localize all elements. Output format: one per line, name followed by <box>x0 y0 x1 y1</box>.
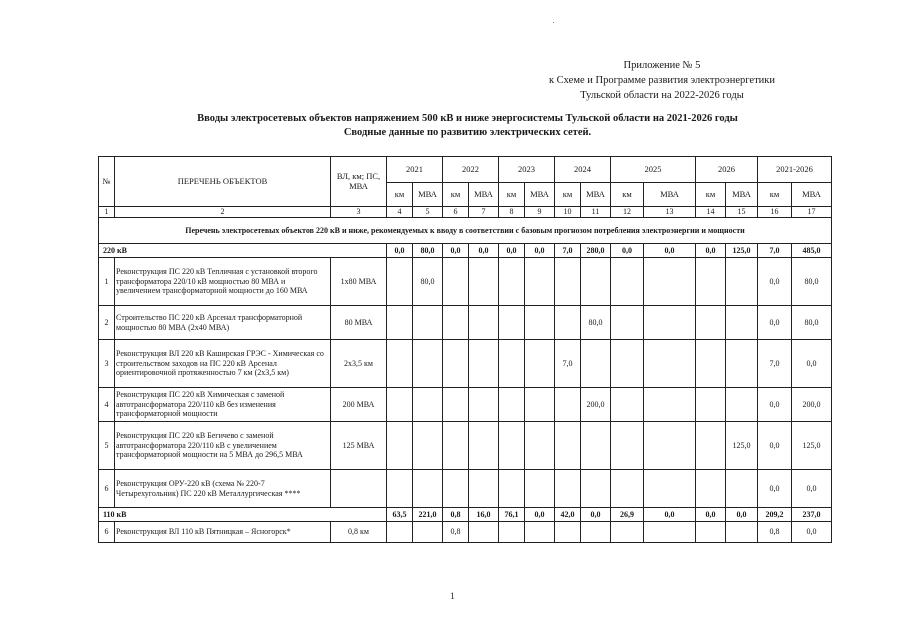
row-value <box>525 388 555 422</box>
row-value <box>555 470 581 508</box>
row-value <box>611 388 644 422</box>
object-name: Реконструкция ОРУ-220 кВ (схема № 220-7 Четырехугольник) ПС 220 кВ Металлургическая **** <box>115 470 331 508</box>
object-name: Реконструкция ПС 220 кВ Бегичево с заменой автотрансформатора 220/110 кВ с увеличением трансформаторной мощности на 5 МВА до 296,5 МВА <box>115 422 331 470</box>
row-value <box>581 522 611 543</box>
header-row-years <box>99 157 832 183</box>
header-year: 2024 <box>555 157 611 183</box>
column-number: 14 <box>696 207 726 218</box>
row-value <box>499 470 525 508</box>
group-value: 0,0 <box>499 244 525 258</box>
row-value: 0,0 <box>792 340 832 388</box>
column-number: 12 <box>611 207 644 218</box>
row-value: 200,0 <box>581 388 611 422</box>
row-value <box>469 388 499 422</box>
row-value <box>469 422 499 470</box>
row-number: 2 <box>99 306 115 340</box>
row-value <box>726 306 758 340</box>
row-value <box>469 258 499 306</box>
object-name: Реконструкция ПС 220 кВ Тепличная с установкой второго трансформатора 220/10 кВ мощностью 80 МВА и увеличением трансформаторной мощности до 160 МВА <box>115 258 331 306</box>
row-value <box>726 258 758 306</box>
group-value: 80,0 <box>413 244 443 258</box>
row-value <box>499 258 525 306</box>
row-value <box>387 258 413 306</box>
row-number: 1 <box>99 258 115 306</box>
row-value <box>644 388 696 422</box>
row-value <box>413 388 443 422</box>
document-title <box>0 112 905 140</box>
header-mva: МВА <box>792 183 832 207</box>
row-value <box>525 306 555 340</box>
column-number: 9 <box>525 207 555 218</box>
row-value <box>696 388 726 422</box>
row-value <box>387 340 413 388</box>
group-value: 0,0 <box>581 508 611 522</box>
column-number: 16 <box>758 207 792 218</box>
column-number: 3 <box>331 207 387 218</box>
object-name: Строительство ПС 220 кВ Арсенал трансформаторной мощностью 80 МВА (2х40 МВА) <box>115 306 331 340</box>
row-value <box>499 388 525 422</box>
scan-speck <box>553 22 554 23</box>
group-value: 0,0 <box>387 244 413 258</box>
row-value <box>555 522 581 543</box>
row-value <box>525 340 555 388</box>
column-number: 4 <box>387 207 413 218</box>
header-km: км <box>499 183 525 207</box>
row-value: 80,0 <box>792 258 832 306</box>
row-number: 3 <box>99 340 115 388</box>
row-value <box>581 470 611 508</box>
row-value <box>726 522 758 543</box>
row-value <box>581 422 611 470</box>
row-value <box>644 340 696 388</box>
object-capacity: 200 МВА <box>331 388 387 422</box>
row-value <box>469 340 499 388</box>
group-value: 76,1 <box>499 508 525 522</box>
table-row <box>99 306 832 340</box>
table-row <box>99 340 832 388</box>
row-value <box>387 388 413 422</box>
header-year: 2025 <box>611 157 696 183</box>
row-value <box>413 470 443 508</box>
group-value: 280,0 <box>581 244 611 258</box>
object-capacity: 1х80 МВА <box>331 258 387 306</box>
object-capacity: 2х3,5 км <box>331 340 387 388</box>
row-value: 0,8 <box>443 522 469 543</box>
row-value <box>469 470 499 508</box>
group-value: 16,0 <box>469 508 499 522</box>
row-value: 0,0 <box>792 470 832 508</box>
row-value: 0,0 <box>758 306 792 340</box>
column-number: 6 <box>443 207 469 218</box>
column-number: 13 <box>644 207 696 218</box>
row-value <box>525 422 555 470</box>
title-line-1: Вводы электросетевых объектов напряжением 500 кВ и ниже энергосистемы Тульской области на 2021-2026 годы <box>197 113 738 124</box>
section-row <box>99 218 832 244</box>
table-row <box>99 522 832 543</box>
row-value <box>555 388 581 422</box>
group-value: 0,0 <box>696 244 726 258</box>
appendix-line-3: Тульской области на 2022-2026 годы <box>580 90 744 101</box>
header-mva: МВА <box>581 183 611 207</box>
row-value: 80,0 <box>413 258 443 306</box>
row-value: 200,0 <box>792 388 832 422</box>
row-value: 0,8 <box>758 522 792 543</box>
row-value: 0,0 <box>758 388 792 422</box>
row-value <box>499 522 525 543</box>
section-title: Перечень электросетевых объектов 220 кВ и ниже, рекомендуемых к вводу в соответствии с базовым прогнозом потребления электроэнергии и мощности <box>99 218 832 244</box>
row-value <box>413 306 443 340</box>
row-value: 0,0 <box>758 258 792 306</box>
row-value <box>387 522 413 543</box>
row-value <box>443 258 469 306</box>
row-value <box>696 340 726 388</box>
header-km: км <box>611 183 644 207</box>
group-value: 0,0 <box>644 508 696 522</box>
group-value: 0,0 <box>525 508 555 522</box>
object-name: Реконструкция ВЛ 220 кВ Каширская ГРЭС - Химическая со строительством заходов на ПС 220 кВ Арсенал ориентировочной протяженностью 7 км (2х3,5 км) <box>115 340 331 388</box>
row-value <box>726 340 758 388</box>
row-value: 125,0 <box>726 422 758 470</box>
row-value <box>525 522 555 543</box>
group-total-row <box>99 508 832 522</box>
column-number: 7 <box>469 207 499 218</box>
column-number: 10 <box>555 207 581 218</box>
row-value: 7,0 <box>555 340 581 388</box>
header-mva: МВА <box>525 183 555 207</box>
group-value: 7,0 <box>555 244 581 258</box>
column-number: 11 <box>581 207 611 218</box>
row-value <box>413 522 443 543</box>
header-mva: МВА <box>469 183 499 207</box>
group-value: 0,0 <box>443 244 469 258</box>
object-name: Реконструкция ВЛ 110 кВ Пятницкая – Ясногорск* <box>115 522 331 543</box>
object-capacity: 0,8 км <box>331 522 387 543</box>
group-value: 0,0 <box>726 508 758 522</box>
row-value <box>611 522 644 543</box>
group-value: 26,9 <box>611 508 644 522</box>
row-value <box>525 470 555 508</box>
group-value: 0,0 <box>696 508 726 522</box>
header-no: № <box>99 157 115 207</box>
group-value: 0,0 <box>525 244 555 258</box>
data-table <box>98 156 832 543</box>
row-value <box>696 306 726 340</box>
row-number: 6 <box>99 522 115 543</box>
row-value <box>469 306 499 340</box>
header-year: 2021 <box>387 157 443 183</box>
row-value <box>581 340 611 388</box>
group-value: 125,0 <box>726 244 758 258</box>
row-value <box>696 422 726 470</box>
header-mva: МВА <box>413 183 443 207</box>
column-number: 2 <box>115 207 331 218</box>
row-value <box>387 470 413 508</box>
column-number: 17 <box>792 207 832 218</box>
header-unit: ВЛ, км; ПС, МВА <box>331 157 387 207</box>
row-value <box>581 258 611 306</box>
column-number: 1 <box>99 207 115 218</box>
row-value <box>644 258 696 306</box>
column-number: 15 <box>726 207 758 218</box>
row-value <box>644 470 696 508</box>
row-value <box>726 388 758 422</box>
group-value: 0,8 <box>443 508 469 522</box>
row-value: 0,0 <box>792 522 832 543</box>
row-value <box>555 306 581 340</box>
header-year: 2026 <box>696 157 758 183</box>
row-number: 4 <box>99 388 115 422</box>
row-value <box>443 470 469 508</box>
group-value: 209,2 <box>758 508 792 522</box>
row-value: 0,0 <box>758 422 792 470</box>
table-row <box>99 422 832 470</box>
row-value <box>443 340 469 388</box>
header-km: км <box>443 183 469 207</box>
header-year: 2023 <box>499 157 555 183</box>
row-value <box>696 470 726 508</box>
header-year: 2022 <box>443 157 499 183</box>
row-value <box>611 470 644 508</box>
row-value <box>413 340 443 388</box>
row-value <box>611 258 644 306</box>
object-capacity: 80 МВА <box>331 306 387 340</box>
row-value <box>443 306 469 340</box>
column-number: 5 <box>413 207 443 218</box>
group-value: 42,0 <box>555 508 581 522</box>
title-line-2: Сводные данные по развитию электрических сетей. <box>343 127 592 138</box>
appendix-line-2: к Схеме и Программе развития электроэнергетики <box>548 75 775 86</box>
row-value <box>696 258 726 306</box>
column-number: 8 <box>499 207 525 218</box>
group-total-row <box>99 244 832 258</box>
row-value: 0,0 <box>758 470 792 508</box>
row-value <box>644 522 696 543</box>
table-row <box>99 388 832 422</box>
header-km: км <box>555 183 581 207</box>
group-value: 237,0 <box>792 508 832 522</box>
row-value <box>499 422 525 470</box>
group-value: 0,0 <box>469 244 499 258</box>
header-mva: МВА <box>644 183 696 207</box>
row-value <box>469 522 499 543</box>
row-value <box>443 422 469 470</box>
row-value <box>387 306 413 340</box>
object-capacity: 125 МВА <box>331 422 387 470</box>
row-value <box>525 258 555 306</box>
group-label: 110 кВ <box>99 508 387 522</box>
row-value <box>499 340 525 388</box>
row-value <box>555 258 581 306</box>
row-value: 7,0 <box>758 340 792 388</box>
group-value: 63,5 <box>387 508 413 522</box>
header-km: км <box>696 183 726 207</box>
group-value: 0,0 <box>644 244 696 258</box>
row-value <box>611 422 644 470</box>
row-number: 5 <box>99 422 115 470</box>
table-row <box>99 470 832 508</box>
column-number-row <box>99 207 832 218</box>
row-value: 80,0 <box>792 306 832 340</box>
row-value <box>611 340 644 388</box>
appendix-header <box>549 58 775 103</box>
table-row <box>99 258 832 306</box>
row-value <box>387 422 413 470</box>
appendix-line-1: Приложение № 5 <box>623 60 701 71</box>
row-value <box>696 522 726 543</box>
group-value: 485,0 <box>792 244 832 258</box>
header-km: км <box>758 183 792 207</box>
header-list: ПЕРЕЧЕНЬ ОБЪЕКТОВ <box>115 157 331 207</box>
row-value <box>726 470 758 508</box>
row-value <box>499 306 525 340</box>
page-number: 1 <box>450 591 455 601</box>
row-value <box>644 422 696 470</box>
group-label: 220 кВ <box>99 244 387 258</box>
header-year: 2021-2026 <box>758 157 832 183</box>
row-value <box>443 388 469 422</box>
object-capacity <box>331 470 387 508</box>
group-value: 0,0 <box>611 244 644 258</box>
row-value: 125,0 <box>792 422 832 470</box>
object-name: Реконструкция ПС 220 кВ Химическая с заменой автотрансформатора 220/110 кВ без изменения трансформаторной мощности <box>115 388 331 422</box>
row-value <box>644 306 696 340</box>
row-value <box>413 422 443 470</box>
row-value <box>611 306 644 340</box>
header-km: км <box>387 183 413 207</box>
group-value: 7,0 <box>758 244 792 258</box>
row-value <box>555 422 581 470</box>
row-value: 80,0 <box>581 306 611 340</box>
header-mva: МВА <box>726 183 758 207</box>
row-number: 6 <box>99 470 115 508</box>
group-value: 221,0 <box>413 508 443 522</box>
